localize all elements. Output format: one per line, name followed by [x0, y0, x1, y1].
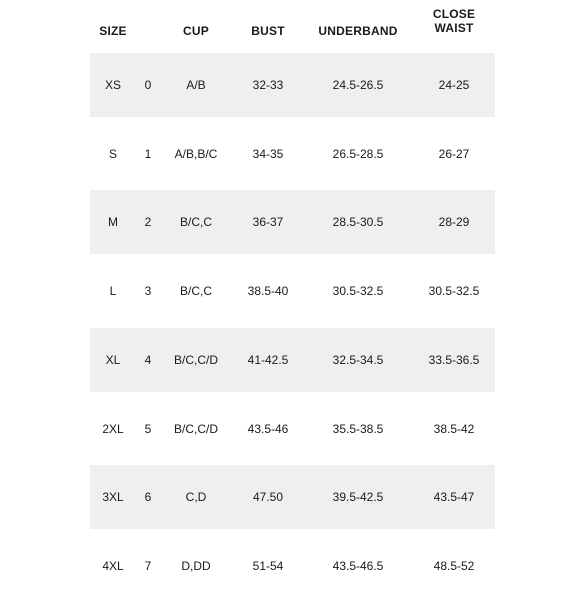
cell-cup: B/C,C [179, 215, 212, 229]
header-close-waist-line2: WAIST [434, 21, 474, 35]
cell-number: 0 [144, 78, 152, 92]
cell-number: 6 [144, 490, 152, 504]
header-close-waist [418, 7, 490, 35]
cell-size: S [108, 147, 117, 161]
cell-close-waist: 26-27 [438, 147, 470, 161]
cell-underband: 43.5-46.5 [332, 559, 384, 573]
cell-underband: 32.5-34.5 [332, 353, 384, 367]
cell-bust: 38.5-40 [247, 284, 289, 298]
header-size: SIZE [99, 24, 127, 38]
cell-close-waist: 30.5-32.5 [428, 284, 480, 298]
cell-size: 4XL [102, 559, 124, 573]
cell-underband: 24.5-26.5 [332, 78, 384, 92]
cell-number: 4 [144, 353, 152, 367]
cell-underband: 35.5-38.5 [332, 422, 384, 436]
header-close-waist-line1: CLOSE [432, 7, 476, 21]
table-row [90, 190, 495, 254]
cell-cup: B/C,C/D [173, 353, 218, 367]
table-row [90, 465, 495, 529]
cell-close-waist: 28-29 [438, 215, 470, 229]
cell-number: 5 [144, 422, 152, 436]
table-row [90, 534, 495, 598]
cell-bust: 43.5-46 [247, 422, 289, 436]
cell-size: XS [104, 78, 121, 92]
cell-size: XL [105, 353, 121, 367]
cell-bust: 32-33 [252, 78, 284, 92]
table-row [90, 53, 495, 117]
cell-cup: A/B,B/C [174, 147, 218, 161]
table-row [90, 259, 495, 323]
cell-cup: D,DD [181, 559, 211, 573]
table-row [90, 328, 495, 392]
cell-bust: 41-42.5 [247, 353, 289, 367]
cell-size: M [108, 215, 118, 229]
cell-size: L [109, 284, 117, 298]
cell-cup: C,D [185, 490, 207, 504]
cell-underband: 28.5-30.5 [332, 215, 384, 229]
cell-size: 2XL [102, 422, 124, 436]
header-underband: UNDERBAND [318, 24, 398, 38]
cell-number: 2 [144, 215, 152, 229]
cell-cup: A/B [186, 78, 206, 92]
cell-underband: 30.5-32.5 [332, 284, 384, 298]
cell-bust: 34-35 [252, 147, 284, 161]
header-bust: BUST [251, 24, 285, 38]
cell-close-waist: 38.5-42 [433, 422, 475, 436]
table-row [90, 397, 495, 461]
table-row [90, 122, 495, 186]
cell-number: 3 [144, 284, 152, 298]
cell-underband: 26.5-28.5 [332, 147, 384, 161]
cell-number: 1 [144, 147, 152, 161]
cell-close-waist: 33.5-36.5 [428, 353, 480, 367]
cell-size: 3XL [102, 490, 124, 504]
cell-underband: 39.5-42.5 [332, 490, 384, 504]
cell-cup: B/C,C/D [173, 422, 218, 436]
cell-close-waist: 43.5-47 [433, 490, 475, 504]
cell-bust: 36-37 [252, 215, 284, 229]
cell-number: 7 [144, 559, 152, 573]
cell-bust: 47.50 [252, 490, 284, 504]
cell-bust: 51-54 [252, 559, 284, 573]
cell-close-waist: 24-25 [438, 78, 470, 92]
table-header [0, 0, 580, 52]
cell-cup: B/C,C [179, 284, 212, 298]
cell-close-waist: 48.5-52 [433, 559, 475, 573]
header-cup: CUP [183, 24, 209, 38]
